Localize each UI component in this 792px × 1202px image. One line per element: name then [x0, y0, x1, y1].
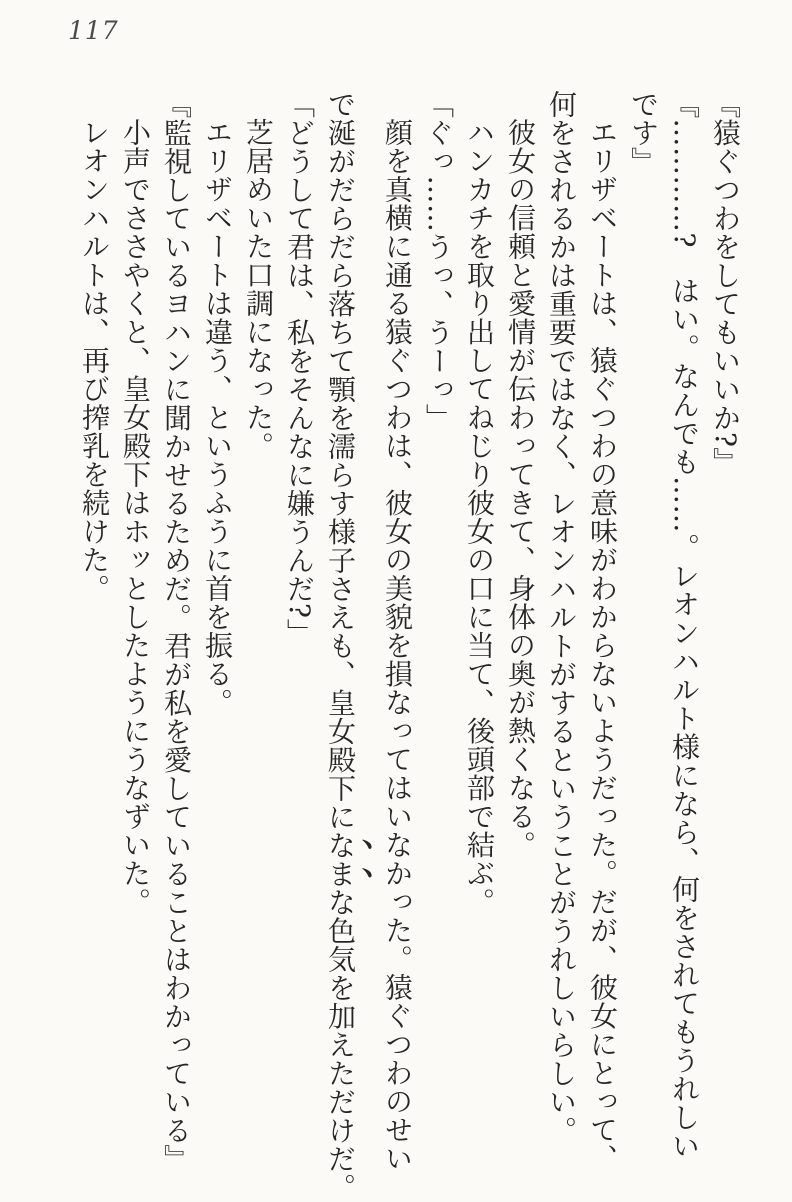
text-segment: 小声でささやくと、皇女殿下はホッとしたようにうなずいた。 — [119, 118, 152, 916]
text-segment: 『猿ぐつわをしてもいいか?』 — [709, 90, 742, 477]
text-segment: な色気を加えただけだ。 — [324, 888, 357, 1202]
text-line — [500, 90, 541, 1192]
text-segment: 芝居めいた口調になった。 — [242, 118, 275, 460]
text-line — [279, 90, 320, 1192]
emphasized-text: なま — [324, 831, 357, 888]
text-line — [377, 90, 418, 1192]
text-segment: で涎がだらだら落ちて顎を濡らす様子さえも、皇女殿下に — [324, 90, 357, 831]
text-line — [623, 90, 664, 1192]
text-block — [74, 90, 746, 1202]
page-number: 117 — [68, 16, 119, 45]
text-line — [115, 90, 156, 1192]
text-line — [74, 90, 115, 1192]
text-line — [459, 90, 500, 1192]
text-line — [238, 90, 279, 1192]
text-segment: 「ぐっ……うっ、うーっ」 — [422, 90, 455, 432]
text-segment: 何をされるかは重要ではなく、レオンハルトがするということがうれしいらしい。 — [545, 90, 578, 1145]
text-segment: 『監視しているヨハンに聞かせるためだ。君が私を愛していることはわかっている』 — [160, 90, 193, 1173]
text-segment: 彼女の信頼と愛情が伝わってきて、身体の奥が熱くなる。 — [504, 118, 537, 859]
text-segment: 顔を真横に通る猿ぐつわは、彼女の美貌を損なってはいなかった。猿ぐつわのせい — [381, 118, 414, 1173]
text-segment: エリザベートは違う、というふうに首を振る。 — [201, 118, 234, 717]
text-line — [156, 90, 197, 1192]
text-line — [197, 90, 238, 1192]
text-line — [664, 90, 705, 1192]
text-segment: ハンカチを取り出してねじり彼女の口に当て、後頭部で結ぶ。 — [463, 118, 496, 916]
text-line — [541, 90, 582, 1192]
text-line — [705, 90, 746, 1192]
text-line — [418, 90, 459, 1192]
text-segment: レオンハルトは、再び搾乳を続けた。 — [78, 118, 111, 603]
text-line — [582, 90, 623, 1192]
text-line — [320, 90, 377, 1202]
text-segment: エリザベートは、猿ぐつわの意味がわからないようだった。だが、彼女にとって、 — [586, 118, 619, 1173]
text-segment: です』 — [627, 90, 660, 176]
text-segment: 『…………? はい。なんでも……。レオンハルト様になら、何をされてもうれしい — [668, 90, 701, 1161]
text-segment: 「どうして君は、私をそんなに嫌うんだ?」 — [283, 90, 316, 648]
